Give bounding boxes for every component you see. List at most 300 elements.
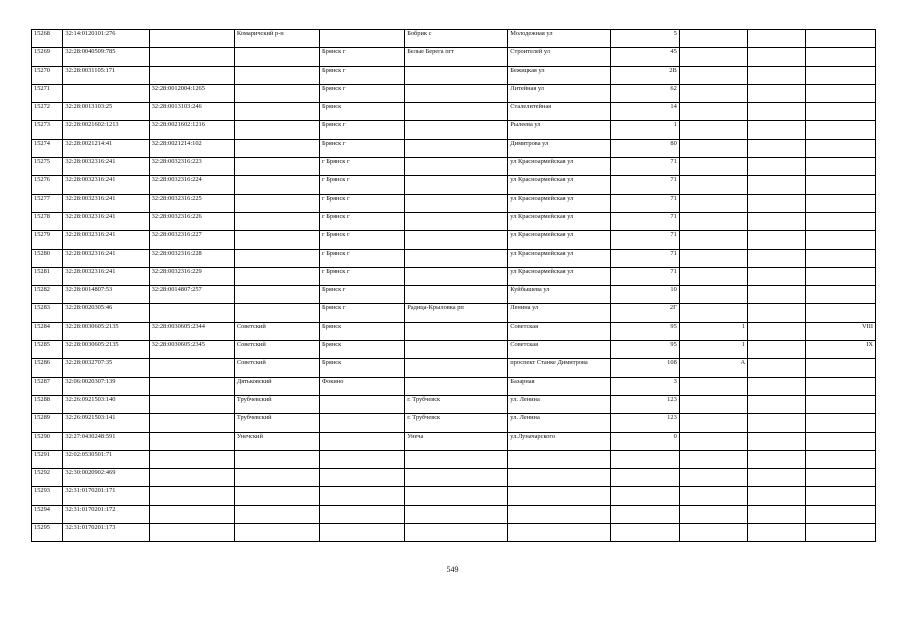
city-cell: г Брянск г — [320, 176, 405, 194]
cadastral-number-cell: 32:27:0430248:591 — [63, 432, 149, 450]
street-cell: ул Красноармейская ул — [508, 158, 611, 176]
settlement-cell — [405, 212, 508, 230]
city-cell: Брянск — [320, 322, 405, 340]
premises-cadastral-number-cell — [149, 414, 234, 432]
premises-cadastral-number-cell: 32:28:0032316:225 — [149, 194, 234, 212]
building-cell: А — [679, 359, 747, 377]
row-number-cell: 15287 — [32, 377, 63, 395]
building-cell — [679, 505, 747, 523]
structure-cell — [748, 450, 806, 468]
building-cell — [679, 176, 747, 194]
cadastral-number-cell: 32:28:0040509:785 — [63, 48, 149, 66]
cadastral-number-cell: 32:28:0020305:46 — [63, 304, 149, 322]
row-number-cell: 15286 — [32, 359, 63, 377]
row-number-cell: 15283 — [32, 304, 63, 322]
row-number-cell: 15277 — [32, 194, 63, 212]
row-number-cell: 15284 — [32, 322, 63, 340]
settlement-cell — [405, 377, 508, 395]
city-cell: Брянск г — [320, 139, 405, 157]
district-cell — [234, 505, 319, 523]
street-cell: Рылеева ул — [508, 121, 611, 139]
street-cell: Ленина ул — [508, 304, 611, 322]
settlement-cell: Белые Берега пгт — [405, 48, 508, 66]
row-number-cell: 15282 — [32, 286, 63, 304]
row-number-cell: 15275 — [32, 158, 63, 176]
city-cell: Брянск г — [320, 121, 405, 139]
premises-cadastral-number-cell: 32:28:0021214:102 — [149, 139, 234, 157]
cadastral-number-cell: 32:28:0032316:241 — [63, 158, 149, 176]
district-cell — [234, 194, 319, 212]
settlement-cell — [405, 450, 508, 468]
cadastral-number-cell: 32:28:0032316:241 — [63, 176, 149, 194]
settlement-cell: г. Трубчевск — [405, 395, 508, 413]
cadastral-number-cell: 32:28:0013103:25 — [63, 103, 149, 121]
apartment-cell — [806, 359, 876, 377]
table-row — [32, 176, 876, 194]
table-row — [32, 377, 876, 395]
cadastral-number-cell: 32:31:0170201:171 — [63, 487, 149, 505]
house-number-cell: 71 — [611, 176, 679, 194]
cadastral-number-cell: 32:26:0921503:140 — [63, 395, 149, 413]
district-cell — [234, 286, 319, 304]
city-cell: г Брянск г — [320, 249, 405, 267]
premises-cadastral-number-cell: 32:28:0032316:224 — [149, 176, 234, 194]
premises-cadastral-number-cell — [149, 304, 234, 322]
district-cell — [234, 66, 319, 84]
street-cell: ул Красноармейская ул — [508, 212, 611, 230]
cadastral-number-cell: 32:28:0014807:53 — [63, 286, 149, 304]
structure-cell — [748, 267, 806, 285]
district-cell — [234, 249, 319, 267]
settlement-cell — [405, 524, 508, 542]
apartment-cell — [806, 103, 876, 121]
premises-cadastral-number-cell: 32:28:0021602:1216 — [149, 121, 234, 139]
table-row — [32, 231, 876, 249]
structure-cell — [748, 469, 806, 487]
house-number-cell — [611, 450, 679, 468]
settlement-cell — [405, 267, 508, 285]
premises-cadastral-number-cell — [149, 48, 234, 66]
street-cell: ул Красноармейская ул — [508, 194, 611, 212]
cadastral-number-cell: 32:31:0170201:172 — [63, 505, 149, 523]
building-cell — [679, 487, 747, 505]
row-number-cell: 15290 — [32, 432, 63, 450]
premises-cadastral-number-cell — [149, 66, 234, 84]
house-number-cell: 71 — [611, 212, 679, 230]
settlement-cell — [405, 505, 508, 523]
premises-cadastral-number-cell: 32:28:0032316:223 — [149, 158, 234, 176]
building-cell — [679, 158, 747, 176]
building-cell — [679, 469, 747, 487]
settlement-cell — [405, 103, 508, 121]
table-row — [32, 66, 876, 84]
building-cell — [679, 231, 747, 249]
structure-cell — [748, 395, 806, 413]
premises-cadastral-number-cell — [149, 30, 234, 48]
cadastral-number-cell: 32:28:0032316:241 — [63, 267, 149, 285]
district-cell: Советский — [234, 341, 319, 359]
cadastral-number-cell — [63, 84, 149, 102]
building-cell — [679, 48, 747, 66]
city-cell: г Брянск г — [320, 267, 405, 285]
building-cell — [679, 524, 747, 542]
apartment-cell — [806, 304, 876, 322]
cadastral-number-cell: 32:28:0032316:241 — [63, 212, 149, 230]
city-cell: Брянск — [320, 103, 405, 121]
city-cell: Брянск г — [320, 286, 405, 304]
city-cell: г Брянск г — [320, 158, 405, 176]
house-number-cell: 95 — [611, 341, 679, 359]
street-cell: ул. Ленина — [508, 414, 611, 432]
premises-cadastral-number-cell — [149, 524, 234, 542]
apartment-cell — [806, 249, 876, 267]
table-row — [32, 48, 876, 66]
apartment-cell — [806, 194, 876, 212]
cadastral-number-cell: 32:28:0031105:171 — [63, 66, 149, 84]
cadastral-number-cell: 32:30:0020902:469 — [63, 469, 149, 487]
city-cell — [320, 395, 405, 413]
settlement-cell — [405, 231, 508, 249]
city-cell — [320, 469, 405, 487]
structure-cell — [748, 341, 806, 359]
row-number-cell: 15270 — [32, 66, 63, 84]
house-number-cell — [611, 487, 679, 505]
street-cell: проспект Станке Димитрова — [508, 359, 611, 377]
settlement-cell — [405, 84, 508, 102]
row-number-cell: 15285 — [32, 341, 63, 359]
apartment-cell — [806, 84, 876, 102]
table-row — [32, 103, 876, 121]
district-cell — [234, 231, 319, 249]
building-cell — [679, 395, 747, 413]
cadastral-number-cell: 32:28:0030605:2135 — [63, 341, 149, 359]
house-number-cell: 80 — [611, 139, 679, 157]
premises-cadastral-number-cell: 32:28:0012004:1265 — [149, 84, 234, 102]
settlement-cell: г. Трубчевск — [405, 414, 508, 432]
street-cell: Литейная ул — [508, 84, 611, 102]
structure-cell — [748, 304, 806, 322]
table-row — [32, 212, 876, 230]
district-cell: Унечский — [234, 432, 319, 450]
district-cell — [234, 84, 319, 102]
row-number-cell: 15280 — [32, 249, 63, 267]
structure-cell — [748, 487, 806, 505]
structure-cell — [748, 176, 806, 194]
apartment-cell — [806, 505, 876, 523]
structure-cell — [748, 359, 806, 377]
apartment-cell — [806, 487, 876, 505]
city-cell: г Брянск г — [320, 231, 405, 249]
apartment-cell — [806, 432, 876, 450]
settlement-cell — [405, 359, 508, 377]
district-cell: Советский — [234, 322, 319, 340]
house-number-cell: 2Г — [611, 304, 679, 322]
table-row — [32, 432, 876, 450]
building-cell — [679, 450, 747, 468]
house-number-cell — [611, 505, 679, 523]
premises-cadastral-number-cell: 32:28:0030605:2345 — [149, 341, 234, 359]
building-cell — [679, 139, 747, 157]
city-cell — [320, 432, 405, 450]
street-cell: Советская — [508, 341, 611, 359]
structure-cell — [748, 30, 806, 48]
district-cell — [234, 267, 319, 285]
district-cell — [234, 304, 319, 322]
street-cell: ул Красноармейская ул — [508, 267, 611, 285]
settlement-cell — [405, 121, 508, 139]
settlement-cell — [405, 194, 508, 212]
cadastral-number-cell: 32:28:0032707:35 — [63, 359, 149, 377]
city-cell — [320, 450, 405, 468]
row-number-cell: 15288 — [32, 395, 63, 413]
city-cell: Брянск г — [320, 304, 405, 322]
building-cell — [679, 304, 747, 322]
city-cell — [320, 505, 405, 523]
street-cell: ул. Ленина — [508, 395, 611, 413]
building-cell — [679, 66, 747, 84]
premises-cadastral-number-cell — [149, 487, 234, 505]
street-cell: Молодежная ул — [508, 30, 611, 48]
apartment-cell — [806, 139, 876, 157]
table-row — [32, 286, 876, 304]
house-number-cell: 3 — [611, 377, 679, 395]
table-row — [32, 359, 876, 377]
house-number-cell: 71 — [611, 267, 679, 285]
row-number-cell: 15276 — [32, 176, 63, 194]
building-cell — [679, 30, 747, 48]
apartment-cell — [806, 286, 876, 304]
premises-cadastral-number-cell: 32:28:0032316:226 — [149, 212, 234, 230]
structure-cell — [748, 48, 806, 66]
house-number-cell — [611, 524, 679, 542]
premises-cadastral-number-cell: 32:28:0032316:227 — [149, 231, 234, 249]
premises-cadastral-number-cell: 32:28:0032316:228 — [149, 249, 234, 267]
settlement-cell — [405, 176, 508, 194]
cadastral-number-cell: 32:31:0170201:173 — [63, 524, 149, 542]
house-number-cell: 0 — [611, 432, 679, 450]
apartment-cell — [806, 469, 876, 487]
street-cell: Базарная — [508, 377, 611, 395]
settlement-cell — [405, 341, 508, 359]
cadastral-number-cell: 32:14:0120101:276 — [63, 30, 149, 48]
apartment-cell — [806, 377, 876, 395]
building-cell: 1 — [679, 341, 747, 359]
city-cell: Брянск — [320, 341, 405, 359]
building-cell — [679, 377, 747, 395]
apartment-cell: IX — [806, 341, 876, 359]
table-row — [32, 414, 876, 432]
apartment-cell — [806, 524, 876, 542]
district-cell — [234, 487, 319, 505]
table-row — [32, 487, 876, 505]
city-cell — [320, 487, 405, 505]
apartment-cell — [806, 267, 876, 285]
house-number-cell: 5 — [611, 30, 679, 48]
table-row — [32, 267, 876, 285]
apartment-cell — [806, 212, 876, 230]
table-row — [32, 121, 876, 139]
district-cell — [234, 176, 319, 194]
row-number-cell: 15268 — [32, 30, 63, 48]
house-number-cell: 123 — [611, 414, 679, 432]
row-number-cell: 15281 — [32, 267, 63, 285]
district-cell — [234, 139, 319, 157]
house-number-cell: 2В — [611, 66, 679, 84]
building-cell — [679, 267, 747, 285]
building-cell — [679, 212, 747, 230]
street-cell: Сталелитейная — [508, 103, 611, 121]
apartment-cell — [806, 66, 876, 84]
structure-cell — [748, 158, 806, 176]
table-row — [32, 505, 876, 523]
city-cell — [320, 414, 405, 432]
house-number-cell: 14 — [611, 103, 679, 121]
apartment-cell — [806, 121, 876, 139]
building-cell — [679, 121, 747, 139]
settlement-cell — [405, 322, 508, 340]
city-cell: Брянск г — [320, 48, 405, 66]
row-number-cell: 15274 — [32, 139, 63, 157]
structure-cell — [748, 194, 806, 212]
apartment-cell — [806, 450, 876, 468]
row-number-cell: 15273 — [32, 121, 63, 139]
building-cell — [679, 103, 747, 121]
registry-table — [31, 29, 876, 542]
house-number-cell: 123 — [611, 395, 679, 413]
row-number-cell: 15293 — [32, 487, 63, 505]
house-number-cell — [611, 469, 679, 487]
district-cell — [234, 524, 319, 542]
table-row — [32, 30, 876, 48]
building-cell — [679, 249, 747, 267]
table-row — [32, 322, 876, 340]
cadastral-number-cell: 32:28:0021602:1213 — [63, 121, 149, 139]
table-row — [32, 158, 876, 176]
cadastral-number-cell: 32:28:0032316:241 — [63, 231, 149, 249]
building-cell — [679, 286, 747, 304]
apartment-cell — [806, 176, 876, 194]
street-cell — [508, 524, 611, 542]
row-number-cell: 15289 — [32, 414, 63, 432]
district-cell — [234, 48, 319, 66]
house-number-cell: 71 — [611, 158, 679, 176]
district-cell — [234, 103, 319, 121]
row-number-cell: 15291 — [32, 450, 63, 468]
premises-cadastral-number-cell — [149, 377, 234, 395]
premises-cadastral-number-cell — [149, 505, 234, 523]
street-cell: ул Красноармейская ул — [508, 231, 611, 249]
row-number-cell: 15294 — [32, 505, 63, 523]
table-row — [32, 395, 876, 413]
settlement-cell — [405, 139, 508, 157]
row-number-cell: 15271 — [32, 84, 63, 102]
apartment-cell — [806, 231, 876, 249]
table-row — [32, 249, 876, 267]
street-cell: ул.Луначарского — [508, 432, 611, 450]
district-cell — [234, 158, 319, 176]
premises-cadastral-number-cell — [149, 432, 234, 450]
street-cell: Димитрова ул — [508, 139, 611, 157]
structure-cell — [748, 103, 806, 121]
table-row — [32, 304, 876, 322]
table-row — [32, 341, 876, 359]
settlement-cell — [405, 249, 508, 267]
building-cell — [679, 194, 747, 212]
apartment-cell: VIII — [806, 322, 876, 340]
cadastral-number-cell: 32:28:0030605:2135 — [63, 322, 149, 340]
house-number-cell: 10 — [611, 286, 679, 304]
structure-cell — [748, 505, 806, 523]
apartment-cell — [806, 48, 876, 66]
structure-cell — [748, 66, 806, 84]
table-row — [32, 469, 876, 487]
district-cell: Дятьковский — [234, 377, 319, 395]
settlement-cell: Радица-Крыловка рп — [405, 304, 508, 322]
premises-cadastral-number-cell — [149, 450, 234, 468]
structure-cell — [748, 377, 806, 395]
structure-cell — [748, 414, 806, 432]
premises-cadastral-number-cell: 32:28:0014807:257 — [149, 286, 234, 304]
city-cell: г Брянск г — [320, 212, 405, 230]
settlement-cell — [405, 487, 508, 505]
street-cell — [508, 505, 611, 523]
city-cell — [320, 524, 405, 542]
district-cell: Советский — [234, 359, 319, 377]
table-row — [32, 84, 876, 102]
settlement-cell: Бобрик с — [405, 30, 508, 48]
structure-cell — [748, 249, 806, 267]
district-cell: Трубчевский — [234, 414, 319, 432]
row-number-cell: 15292 — [32, 469, 63, 487]
street-cell: ул Красноармейская ул — [508, 249, 611, 267]
district-cell — [234, 469, 319, 487]
district-cell: Трубчевский — [234, 395, 319, 413]
street-cell: Бежицкая ул — [508, 66, 611, 84]
city-cell: Брянск г — [320, 84, 405, 102]
premises-cadastral-number-cell — [149, 395, 234, 413]
row-number-cell: 15295 — [32, 524, 63, 542]
city-cell — [320, 30, 405, 48]
house-number-cell: 95 — [611, 322, 679, 340]
settlement-cell — [405, 66, 508, 84]
city-cell: Брянск г — [320, 66, 405, 84]
settlement-cell — [405, 469, 508, 487]
structure-cell — [748, 212, 806, 230]
structure-cell — [748, 84, 806, 102]
table-row — [32, 139, 876, 157]
building-cell — [679, 84, 747, 102]
premises-cadastral-number-cell: 32:28:0032316:229 — [149, 267, 234, 285]
premises-cadastral-number-cell — [149, 469, 234, 487]
premises-cadastral-number-cell: 32:28:0030605:2344 — [149, 322, 234, 340]
table-row — [32, 450, 876, 468]
cadastral-number-cell: 32:28:0032316:241 — [63, 194, 149, 212]
cadastral-number-cell: 32:02:0530501:71 — [63, 450, 149, 468]
district-cell — [234, 212, 319, 230]
structure-cell — [748, 432, 806, 450]
district-cell — [234, 121, 319, 139]
premises-cadastral-number-cell: 32:28:0013103:246 — [149, 103, 234, 121]
structure-cell — [748, 286, 806, 304]
structure-cell — [748, 139, 806, 157]
house-number-cell: 71 — [611, 194, 679, 212]
settlement-cell: Унеча — [405, 432, 508, 450]
settlement-cell — [405, 286, 508, 304]
structure-cell — [748, 121, 806, 139]
building-cell — [679, 414, 747, 432]
city-cell: Фокино — [320, 377, 405, 395]
street-cell — [508, 487, 611, 505]
